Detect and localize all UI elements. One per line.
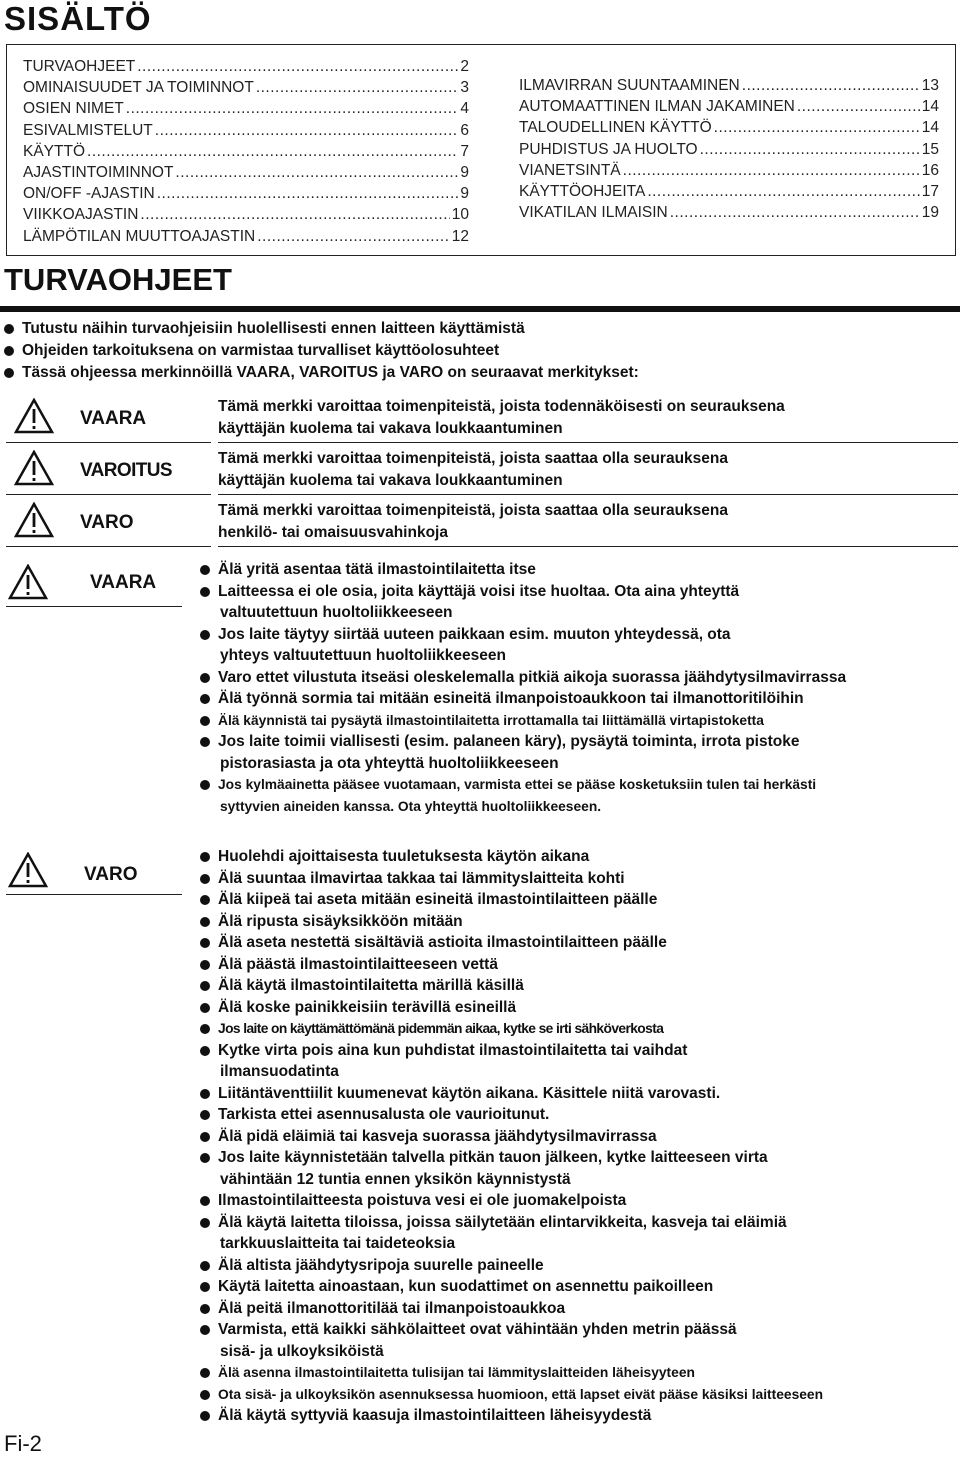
warning-triangle-icon [14, 398, 54, 434]
list-item [200, 997, 955, 1019]
list-item-text: Älä päästä ilmastointilaitteeseen vettä [218, 955, 498, 973]
toc-leader-dots [742, 75, 920, 96]
bullet-icon [200, 1411, 210, 1421]
list-item [200, 1083, 955, 1105]
bullet-icon [200, 1368, 210, 1378]
list-item-text: Tarkista ettei asennusalusta ole vaurioitunut. [218, 1106, 550, 1123]
toc-entry[interactable] [23, 56, 469, 77]
toc-leader-dots [155, 120, 459, 141]
list-item [200, 710, 955, 732]
list-item [200, 581, 955, 624]
bullet-icon [200, 1089, 210, 1099]
toc-leader-dots [257, 226, 450, 247]
list-item-text: Ota sisä- ja ulkoyksikön asennuksessa huomioon, että lapset eivät pääse käsiksi laitteeseen [218, 1386, 824, 1402]
bullet-icon [200, 630, 210, 640]
list-item-continuation: vähintään 12 tuntia ennen yksikön käynnistystä [220, 1170, 571, 1188]
list-item-continuation: tarkkuuslaitteita tai taideteoksia [220, 1235, 456, 1252]
list-item-continuation: valtuutettuun huoltoliikkeeseen [220, 604, 453, 621]
warning-triangle-icon [14, 450, 54, 486]
toc-entry-label: AJASTINTOIMINNOT [23, 164, 174, 182]
list-item [200, 1040, 955, 1083]
bullet-icon [200, 1325, 210, 1335]
page-number: Fi-2 [4, 1431, 42, 1456]
list-item [200, 774, 955, 817]
legend-row-varo: VARO Tämä merkki varoittaa toimenpiteistä, joista saattaa olla seurauksena henkilö- tai omaisuusvahinkoja [6, 496, 954, 548]
table-of-contents [6, 44, 956, 256]
toc-entry-label: KÄYTTÖOHJEITA [519, 183, 646, 201]
toc-entry-page: 14 [921, 98, 939, 116]
bullet-icon [200, 1282, 210, 1292]
list-item-text: Älä työnnä sormia tai mitään esineitä ilmanpoistoaukkoon tai ilmanottoritilöihin [218, 690, 804, 707]
list-item-continuation: yhteys valtuutettuun huoltoliikkeeseen [220, 647, 506, 664]
toc-entry[interactable] [23, 226, 469, 247]
legend-row-vaara: VAARA Tämä merkki varoittaa toimenpiteistä, joista todennäköisesti on seurauksena käyttäjän kuolema tai vakava loukkaantuminen [6, 392, 954, 444]
bullet-icon [200, 1218, 210, 1228]
toc-right-column [519, 75, 939, 223]
list-item [200, 667, 955, 689]
toc-leader-dots [157, 183, 459, 204]
bullet-icon [4, 346, 14, 356]
toc-entry-page: 14 [921, 119, 939, 137]
toc-entry[interactable] [23, 204, 469, 225]
vaara-list [200, 559, 955, 817]
list-item-text: Älä yritä asentaa tätä ilmastointilaitetta itse [218, 561, 536, 578]
toc-leader-dots [623, 160, 920, 181]
bullet-icon [200, 960, 210, 970]
toc-leader-dots [714, 117, 920, 138]
list-item-text: Jos laite toimii viallisesti (esim. palaneen käry), pysäytä toiminta, irrota pistoke [218, 733, 800, 750]
warning-triangle-icon [8, 852, 48, 888]
intro-item: Tässä ohjeessa merkinnöillä VAARA, VAROITUS ja VARO on seuraavat merkitykset: [4, 362, 639, 384]
list-item [200, 1126, 955, 1148]
list-item-text: Varmista, että kaikki sähkölaitteet ovat vähintään yhden metrin päässä [218, 1321, 737, 1338]
bullet-icon [200, 917, 210, 927]
bullet-icon [200, 1110, 210, 1120]
list-item [200, 1362, 955, 1384]
list-item-text: Älä käynnistä tai pysäytä ilmastointilaitetta irrottamalla tai liittämällä virtapistoketta [218, 712, 764, 728]
bullet-icon [200, 1003, 210, 1013]
toc-entry-page: 7 [460, 142, 469, 160]
toc-entry-label: KÄYTTÖ [23, 142, 86, 160]
toc-entry-page: 12 [451, 227, 469, 245]
bullet-icon [200, 938, 210, 948]
toc-entry[interactable] [23, 183, 469, 204]
list-item [200, 1018, 955, 1040]
list-item-continuation: sisä- ja ulkoyksiköistä [220, 1342, 384, 1360]
list-item [200, 1147, 955, 1190]
list-item [200, 1255, 955, 1277]
list-item-text: Jos laite on käyttämättömänä pidemmän aikaa, kytke se irti sähköverkosta [218, 1021, 664, 1036]
bullet-icon [200, 1046, 210, 1056]
toc-entry[interactable] [23, 141, 469, 162]
toc-entry-label: ESIVALMISTELUT [23, 121, 153, 139]
toc-entry-label: VIIKKOAJASTIN [23, 206, 139, 224]
legend-description: Tämä merkki varoittaa toimenpiteistä, joista saattaa olla seurauksena [218, 450, 728, 467]
toc-entry-label: ILMAVIRRAN SUUNTAAMINEN [519, 77, 740, 94]
bullet-icon [200, 1024, 210, 1034]
toc-entry[interactable] [23, 98, 469, 119]
toc-entry-label: VIKATILAN ILMAISIN [519, 204, 668, 222]
list-item [200, 954, 955, 976]
signal-word: VARO [84, 864, 138, 885]
toc-leader-dots [140, 204, 449, 225]
list-item-text: Varo ettet vilustuta itseäsi oleskelemalla pitkiä aikoja suorassa jäähdytysilmavirrassa [218, 668, 847, 686]
bullet-icon [4, 368, 14, 378]
list-item [200, 624, 955, 667]
toc-leader-dots [87, 141, 458, 162]
list-item-text: Älä ripusta sisäyksikköön mitään [218, 912, 463, 930]
bullet-icon [200, 587, 210, 597]
toc-leader-dots [137, 56, 458, 77]
list-item-text: Huolehdi ajoittaisesta tuuletuksesta käytön aikana [218, 848, 590, 865]
toc-leader-dots [700, 139, 920, 160]
list-item [200, 868, 955, 890]
toc-entry-page: 16 [921, 161, 939, 179]
toc-entry-page: 15 [921, 140, 939, 158]
bullet-icon [200, 1261, 210, 1271]
list-item-text: Älä asenna ilmastointilaitetta tulisijan tai lämmityslaitteiden läheisyyteen [218, 1365, 695, 1380]
toc-leader-dots [256, 77, 459, 98]
toc-entry[interactable] [519, 160, 939, 181]
varo-block-header [6, 848, 182, 895]
list-item [200, 1405, 955, 1427]
toc-leader-dots [175, 162, 458, 183]
section-title: TURVAOHJEET [4, 262, 232, 297]
toc-entry-page: 9 [460, 185, 469, 203]
bullet-icon [200, 673, 210, 683]
toc-entry-page: 4 [460, 100, 469, 118]
list-item [200, 932, 955, 954]
toc-entry-page: 10 [451, 206, 469, 224]
toc-leader-dots [797, 96, 920, 117]
toc-entry[interactable] [519, 96, 939, 117]
list-item-text: Älä kiipeä tai aseta mitään esineitä ilmastointilaitteen päälle [218, 891, 658, 908]
toc-entry-page: 13 [921, 77, 939, 94]
varo-list [200, 846, 955, 1427]
list-item-text: Liitäntäventtiilit kuumenevat käytön aikana. Käsittele niitä varovasti. [218, 1084, 721, 1102]
toc-entry[interactable] [519, 181, 939, 202]
list-item-text: Älä pidä eläimiä tai kasveja suorassa jäähdytysilmavirrassa [218, 1127, 657, 1145]
list-item-text: Älä altista jäähdytysripoja suurelle paineelle [218, 1256, 544, 1274]
list-item-text: Älä peitä ilmanottoritilää tai ilmanpoistoaukkoa [218, 1299, 566, 1317]
list-item [200, 1190, 955, 1212]
list-item-text: Jos laite täytyy siirtää uuteen paikkaan esim. muuton yhteydessä, ota [218, 625, 731, 643]
list-item [200, 911, 955, 933]
list-item [200, 688, 955, 710]
bullet-icon [200, 565, 210, 575]
list-item-text: Käytä laitetta ainoastaan, kun suodattimet on asennettu paikoilleen [218, 1278, 714, 1295]
toc-entry-label: TALOUDELLINEN KÄYTTÖ [519, 119, 712, 137]
toc-entry-label: VIANETSINTÄ [519, 161, 621, 179]
toc-leader-dots [647, 181, 919, 202]
list-item-text: Älä aseta nestettä sisältäviä astioita ilmastointilaitteen päälle [218, 934, 667, 951]
bullet-icon [200, 716, 210, 726]
toc-entry[interactable] [23, 162, 469, 183]
list-item [200, 889, 955, 911]
list-item [200, 731, 955, 774]
toc-entry[interactable] [519, 75, 939, 96]
list-item-text: Laitteessa ei ole osia, joita käyttäjä voisi itse huoltaa. Ota aina yhteyttä [218, 582, 740, 600]
intro-item: Ohjeiden tarkoituksena on varmistaa turvalliset käyttöolosuhteet [4, 340, 639, 362]
intro-list [4, 318, 639, 384]
toc-entry-page: 3 [460, 79, 469, 97]
list-item-continuation: ilmansuodatinta [220, 1063, 339, 1080]
legend-description: Tämä merkki varoittaa toimenpiteistä, joista saattaa olla seurauksena [218, 502, 728, 519]
toc-entry-label: TURVAOHJEET [23, 58, 136, 75]
bullet-icon [200, 694, 210, 704]
list-item-continuation: pistorasiasta ja ota yhteyttä huoltoliikkeeseen [220, 754, 559, 772]
page-title: SISÄLTÖ [4, 0, 152, 37]
list-item-text: Kytke virta pois aina kun puhdistat ilmastointilaitetta tai vaihdat [218, 1041, 688, 1059]
toc-entry-label: OSIEN NIMET [23, 100, 124, 118]
toc-entry-label: OMINAISUUDET JA TOIMINNOT [23, 79, 254, 97]
bullet-icon [200, 981, 210, 991]
bullet-icon [200, 895, 210, 905]
toc-entry[interactable] [519, 202, 939, 223]
toc-entry-page: 2 [460, 58, 469, 75]
toc-entry-page: 9 [460, 164, 469, 182]
toc-entry[interactable] [519, 117, 939, 138]
list-item-text: Älä suuntaa ilmavirtaa takkaa tai lämmityslaitteita kohti [218, 869, 625, 887]
toc-leader-dots [126, 98, 459, 119]
toc-entry-page: 19 [921, 204, 939, 222]
list-item [200, 1212, 955, 1255]
list-item-text: Älä käytä ilmastointilaitetta märillä käsillä [218, 977, 524, 994]
list-item-text: Älä käytä syttyviä kaasuja ilmastointilaitteen läheisyydestä [218, 1407, 652, 1424]
signal-word: VAARA [90, 572, 157, 593]
bullet-icon [200, 874, 210, 884]
bullet-icon [200, 852, 210, 862]
legend-description: Tämä merkki varoittaa toimenpiteistä, joista todennäköisesti on seurauksena [218, 398, 785, 415]
bullet-icon [200, 1132, 210, 1142]
bullet-icon [200, 1196, 210, 1206]
list-item-text: Älä koske painikkeisiin terävillä esineillä [218, 998, 517, 1016]
list-item-text: Älä käytä laitetta tiloissa, joissa säilytetään elintarvikkeita, kasveja tai eläimiä [218, 1213, 787, 1231]
list-item-text: Jos laite käynnistetään talvella pitkän tauon jälkeen, kytke laitteeseen virta [218, 1149, 768, 1166]
toc-entry[interactable] [23, 77, 469, 98]
toc-entry-page: 6 [460, 121, 469, 139]
toc-entry-page: 17 [921, 183, 939, 201]
signal-word: VAARA [80, 408, 147, 429]
toc-entry[interactable] [519, 139, 939, 160]
list-item [200, 846, 955, 868]
bullet-icon [200, 780, 210, 790]
list-item [200, 1384, 955, 1406]
intro-item: Tutustu näihin turvaohjeisiin huolellisesti ennen laitteen käyttämistä [4, 318, 639, 340]
toc-entry[interactable] [23, 120, 469, 141]
toc-entry-label: PUHDISTUS JA HUOLTO [519, 140, 698, 158]
list-item [200, 559, 955, 581]
bullet-icon [200, 1390, 210, 1400]
warning-triangle-icon [14, 502, 54, 538]
legend-row-varoitus: VAROITUS Tämä merkki varoittaa toimenpiteistä, joista saattaa olla seurauksena käyttäjän kuolema tai vakava loukkaantuminen [6, 444, 954, 496]
toc-entry-label: AUTOMAATTINEN ILMAN JAKAMINEN [519, 98, 795, 116]
list-item [200, 975, 955, 997]
toc-left-column [23, 56, 469, 247]
toc-entry-label: LÄMPÖTILAN MUUTTOAJASTIN [23, 227, 256, 245]
list-item-text: Jos kylmäainetta pääsee vuotamaan, varmista ettei se pääse kosketuksiin tulen tai herkästi [218, 777, 817, 792]
signal-word: VARO [80, 512, 134, 533]
list-item [200, 1276, 955, 1298]
list-item [200, 1104, 955, 1126]
bullet-icon [200, 1304, 210, 1314]
section-divider [0, 306, 960, 312]
signal-word: VAROITUS [80, 460, 172, 481]
list-item-text: Ilmastointilaitteesta poistuva vesi ei ole juomakelpoista [218, 1192, 627, 1209]
bullet-icon [4, 324, 14, 334]
list-item [200, 1319, 955, 1362]
bullet-icon [200, 737, 210, 747]
toc-entry-label: ON/OFF -AJASTIN [23, 185, 155, 203]
warning-triangle-icon [8, 564, 48, 600]
list-item [200, 1298, 955, 1320]
list-item-continuation: syttyvien aineiden kanssa. Ota yhteyttä huoltoliikkeeseen. [220, 798, 602, 814]
toc-leader-dots [670, 202, 920, 223]
bullet-icon [200, 1153, 210, 1163]
vaara-block-header [6, 558, 182, 607]
